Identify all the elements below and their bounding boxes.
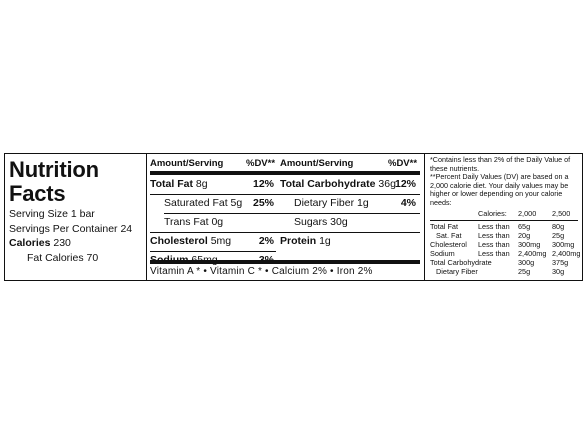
title-line-1: Nutrition	[9, 157, 99, 182]
cholesterol-label: Cholesterol	[150, 235, 208, 247]
amount-serving-header-1: Amount/Serving	[150, 158, 224, 169]
dv-table-header	[430, 209, 578, 218]
dv-row-sat-fat	[430, 231, 578, 240]
label-right-column	[424, 154, 582, 280]
total-carb-value: 36g	[378, 178, 396, 190]
dv-row-cmp: Less than	[478, 222, 510, 231]
total-fat-label: Total Fat	[150, 178, 193, 190]
dv-row-total-fat	[430, 222, 578, 231]
dv-row-2000: 65g	[518, 222, 531, 231]
protein-value: 1g	[319, 235, 331, 247]
dv-row-2000: 300g	[518, 258, 535, 267]
serving-size: Serving Size 1 bar	[9, 208, 95, 220]
total-fat-value: 8g	[195, 178, 208, 190]
amount-serving-header-2: Amount/Serving	[280, 158, 354, 169]
protein-label: Protein	[280, 235, 317, 247]
dv-header-calories: Calories:	[478, 209, 507, 218]
dv-row-2500: 300mg	[552, 240, 575, 249]
dv-row-total-carbohydrate	[430, 258, 578, 267]
dv-row-cmp: Less than	[478, 231, 510, 240]
saturated-fat-label: Saturated Fat 5g	[164, 197, 243, 209]
dv-row-name: Dietary Fiber	[436, 267, 478, 276]
total-fat-dv: 12%	[252, 178, 274, 190]
footnote-daily-values: **Percent Daily Values (DV) are based on a 2,000 calorie diet. Your daily values may be higher or lower depending on your calorie needs:	[430, 172, 569, 207]
nutrition-facts-label	[4, 153, 583, 281]
total-carb-dv: 12%	[394, 178, 416, 190]
calories-line	[9, 237, 71, 250]
cholesterol-value: 5mg	[210, 235, 232, 247]
dv-row-2500: 80g	[552, 222, 565, 231]
nutrient-row-total-fat	[150, 176, 420, 193]
dv-row-name: Total Fat	[430, 222, 458, 231]
calories-value: 230	[53, 237, 71, 249]
fat-calories: Fat Calories 70	[27, 252, 99, 264]
dietary-fiber-dv: 4%	[400, 197, 416, 209]
calories-label: Calories	[9, 237, 51, 249]
cholesterol-dv: 2%	[258, 235, 274, 247]
title-line-2: Facts	[9, 181, 66, 206]
saturated-fat-dv: 25%	[252, 197, 274, 209]
label-title	[9, 158, 144, 206]
dv-row-cholesterol	[430, 240, 578, 249]
dv-header-2: %DV**	[388, 158, 418, 169]
header-rule	[150, 171, 420, 175]
dv-row-2500: 25g	[552, 231, 565, 240]
dv-row-2000: 25g	[518, 267, 531, 276]
dv-row-2500: 375g	[552, 258, 569, 267]
dv-table-rule	[430, 220, 578, 221]
label-left-column	[5, 154, 147, 280]
label-middle-column	[146, 154, 425, 280]
dv-row-name: Sat. Fat	[436, 231, 462, 240]
dv-row-cmp: Less than	[478, 240, 510, 249]
trans-fat-label: Trans Fat 0g	[164, 216, 224, 228]
vitamins-rule	[150, 260, 420, 264]
dv-header-2500: 2,500	[552, 209, 571, 218]
dv-row-cmp: Less than	[478, 249, 510, 258]
servings-per-container: Servings Per Container 24	[9, 223, 133, 235]
dv-header-1: %DV**	[246, 158, 276, 169]
column-header-row	[150, 157, 420, 171]
dv-header-2000: 2,000	[518, 209, 537, 218]
sugars-label: Sugars 30g	[294, 216, 348, 228]
dv-row-2000: 2,400mg	[518, 249, 547, 258]
dv-row-name: Sodium	[430, 249, 455, 258]
total-carb-label: Total Carbohydrate	[280, 178, 376, 190]
dv-row-2000: 300mg	[518, 240, 541, 249]
dv-row-2500: 30g	[552, 267, 565, 276]
dv-row-name: Cholesterol	[430, 240, 467, 249]
dv-row-dietary-fiber	[430, 267, 578, 276]
dv-row-sodium	[430, 249, 581, 258]
footnote-less-than-2: *Contains less than 2% of the Daily Value of these nutrients.	[430, 155, 571, 173]
dv-row-2500: 2,400mg	[552, 249, 581, 258]
dietary-fiber-label: Dietary Fiber 1g	[294, 197, 369, 209]
nutrient-row-cholesterol	[150, 233, 420, 250]
nutrient-row-trans-fat	[150, 214, 420, 231]
dv-row-name: Total Carbohydrate	[430, 258, 492, 267]
vitamins-line: Vitamin A * • Vitamin C * • Calcium 2% • Iron 2%	[150, 266, 373, 277]
dv-row-2000: 20g	[518, 231, 531, 240]
nutrient-row-saturated-fat	[150, 195, 420, 212]
